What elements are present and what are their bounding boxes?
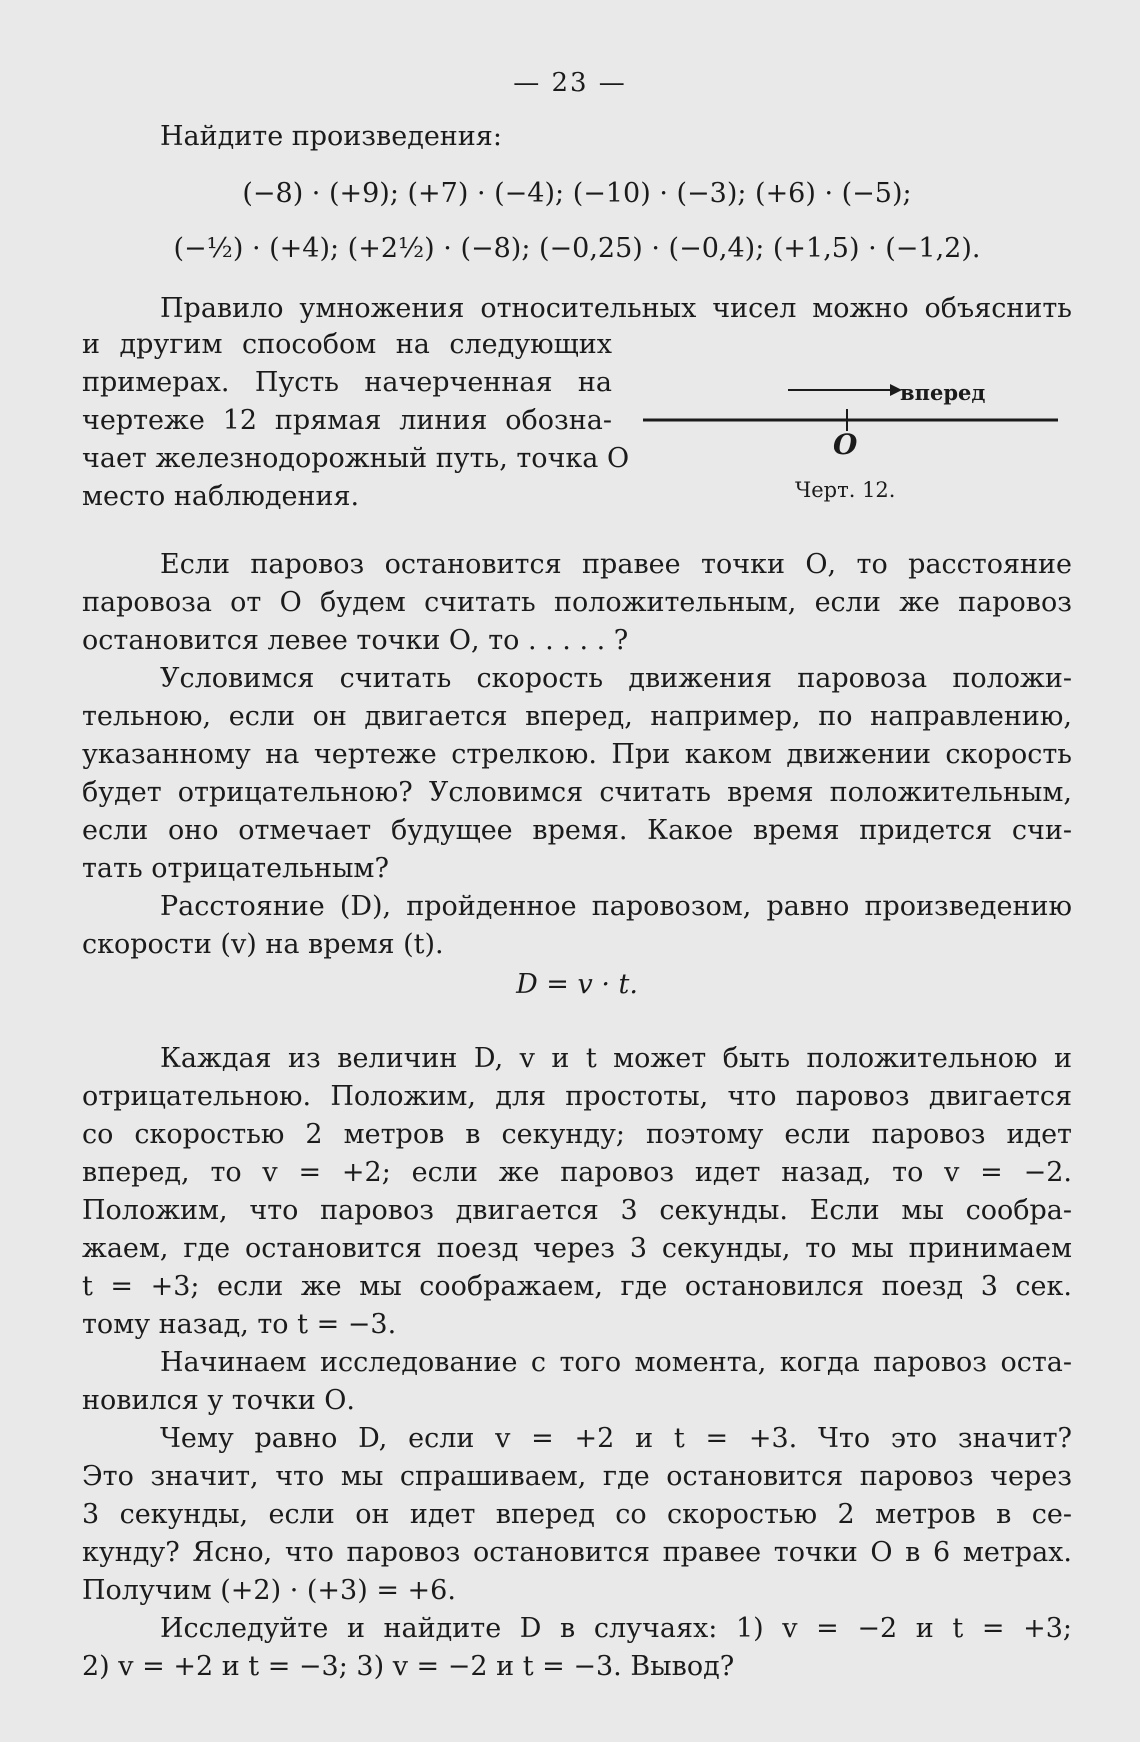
text-line: чертеже 12 прямая линия обозна- — [82, 405, 612, 436]
text-line: Если паровоз остановится правее точки О, то расстояние — [160, 549, 1072, 580]
text-line: тельною, если он двигается вперед, например, по направлению, — [82, 701, 1072, 732]
text-line: и другим способом на следующих — [82, 329, 612, 360]
text-line: Получим (+2) · (+3) = +6. — [82, 1575, 456, 1606]
text-line: Чему равно D, если v = +2 и t = +3. Что это значит? — [160, 1423, 1072, 1454]
text-line: остановится левее точки О, то . . . . . ? — [82, 625, 629, 656]
text-line: примерах. Пусть начерченная на — [82, 367, 612, 398]
text-line: вперед, то v = +2; если же паровоз идет назад, то v = −2. — [82, 1157, 1072, 1188]
text-line: со скоростью 2 метров в секунду; поэтому если паровоз идет — [82, 1119, 1072, 1150]
text-line: паровоза от О будем считать положительным, если же паровоз — [82, 587, 1072, 618]
text-line: Это значит, что мы спрашиваем, где остановится паровоз через — [82, 1461, 1072, 1492]
exercise-line: (−½) · (+4); (+2½) · (−8); (−0,25) · (−0,4); (+1,5) · (−1,2). — [173, 233, 981, 264]
page-number: — 23 — — [513, 68, 627, 98]
text-line: указанному на чертеже стрелкою. При каком движении скорость — [82, 739, 1072, 770]
origin-label: O — [833, 428, 858, 461]
text-line: чает железнодорожный путь, точка О — [82, 443, 630, 474]
text-line: Расстояние (D), пройденное паровозом, равно произведению — [160, 891, 1072, 922]
exercise-line: (−8) · (+9); (+7) · (−4); (−10) · (−3); (+6) · (−5); — [242, 178, 912, 209]
text-line: t = +3; если же мы соображаем, где остановился поезд 3 сек. — [82, 1271, 1072, 1302]
exercise-title: Найдите произведения: — [160, 121, 502, 152]
text-line: жаем, где остановится поезд через 3 секунды, то мы принимаем — [82, 1233, 1072, 1264]
text-line: Исследуйте и найдите D в случаях: 1) v = −2 и t = +3; — [160, 1613, 1072, 1644]
text-line: 3 секунды, если он идет вперед со скоростью 2 метров в се- — [82, 1499, 1072, 1530]
text-line: новился у точки О. — [82, 1385, 356, 1416]
forward-label: вперед — [900, 380, 986, 405]
text-line: если оно отмечает будущее время. Какое время придется счи- — [82, 815, 1072, 846]
text-line: Каждая из величин D, v и t может быть положительною и — [160, 1043, 1072, 1074]
text-line: Положим, что паровоз двигается 3 секунды. Если мы сообра- — [82, 1195, 1072, 1226]
text-line: 2) v = +2 и t = −3; 3) v = −2 и t = −3. Вывод? — [82, 1651, 735, 1682]
text-line: скорости (v) на время (t). — [82, 929, 444, 960]
text-line: отрицательною. Положим, для простоты, что паровоз двигается — [82, 1081, 1072, 1112]
formula: D = v · t. — [516, 969, 638, 1000]
figure-caption: Черт. 12. — [795, 478, 896, 502]
text-line: тать отрицательным? — [82, 853, 389, 884]
text-line: Начинаем исследование с того момента, когда паровоз оста- — [160, 1347, 1072, 1378]
text-line: Условимся считать скорость движения паровоза положи- — [160, 663, 1072, 694]
text-line: тому назад, то t = −3. — [82, 1309, 397, 1340]
text-line: кунду? Ясно, что паровоз остановится правее точки О в 6 метрах. — [82, 1537, 1072, 1568]
text-line: место наблюдения. — [82, 481, 360, 512]
text-line: Правило умножения относительных чисел можно объяснить — [160, 293, 1072, 324]
text-line: будет отрицательною? Условимся считать время положительным, — [82, 777, 1072, 808]
